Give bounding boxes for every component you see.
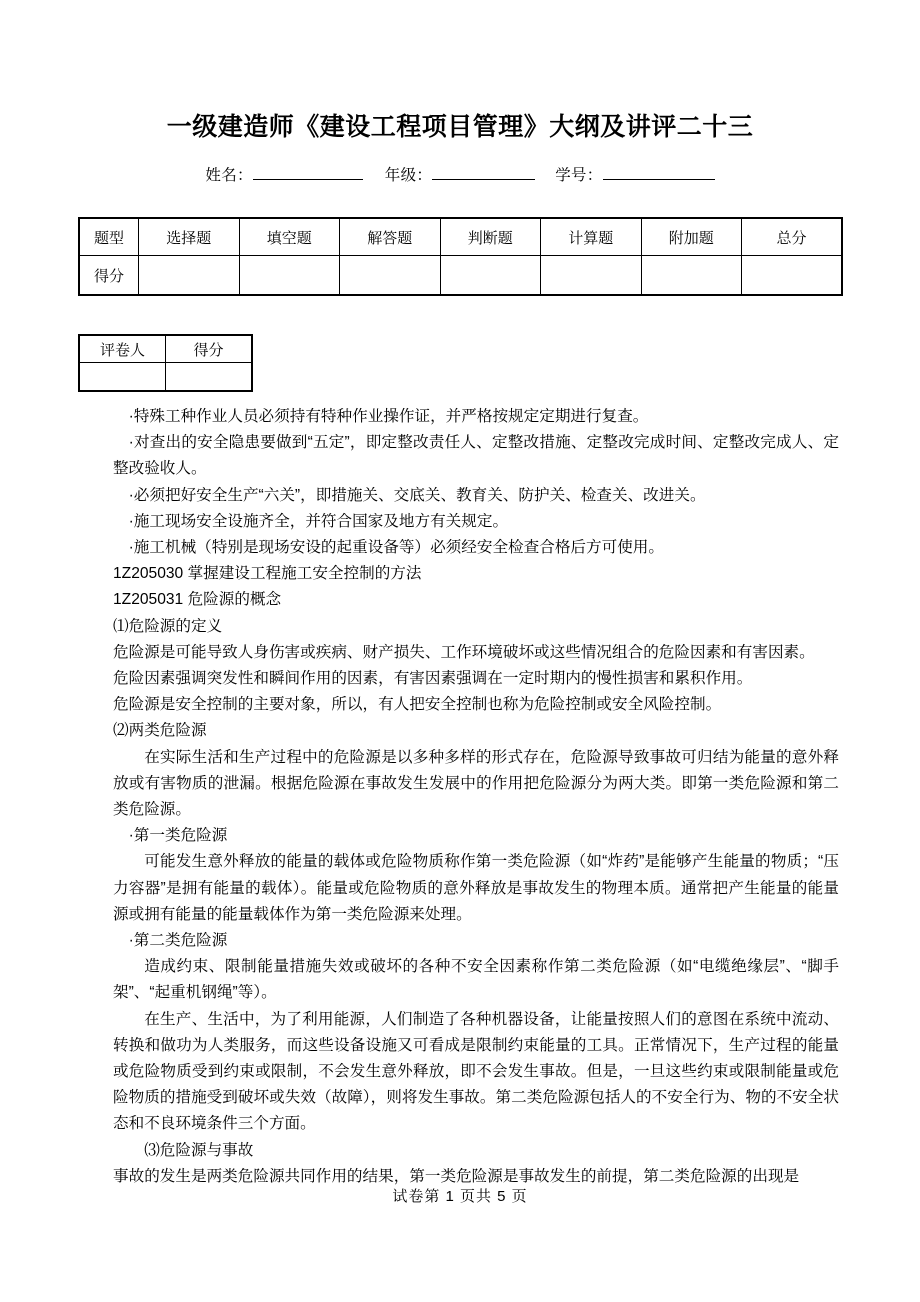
score-cell[interactable] xyxy=(440,256,541,296)
content-paragraph: 危险源是可能导致人身伤害或疾病、财产损失、工作环境破坏或这些情况组合的危险因素和有害因素。 xyxy=(113,643,815,661)
content-list-item: ·第二类危险源 xyxy=(128,932,228,950)
content-paragraph: 造成约束、限制能量措施失效或破坏的各种不安全因素称作第二类危险源（如“电缆绝缘层”、“脚手架”、“起重机钢绳”等）。 xyxy=(113,958,839,1002)
content-paragraph: 危险源是安全控制的主要对象，所以，有人把安全控制也称为危险控制或安全风险控制。 xyxy=(113,696,722,714)
grade-label: 年级： xyxy=(384,167,433,184)
grade-input-blank[interactable] xyxy=(432,179,535,180)
content-list-item: ·第一类危险源 xyxy=(128,827,228,845)
table-row-grader-values xyxy=(79,363,252,392)
content-paragraph: 在实际生活和生产过程中的危险源是以多种多样的形式存在，危险源导致事故可归结为能量的意外释放或有害物质的泄漏。根据危险源在事故发生发展中的作用把危险源分为两大类。即第一类危险源和第二类危险源。 xyxy=(113,748,839,819)
content-subheading: ⑴危险源的定义 xyxy=(113,617,223,635)
content-paragraph: 在生产、生活中，为了利用能源，人们制造了各种机器设备，让能量按照人们的意图在系统中流动、转换和做功为人类服务，而这些设备设施又可看成是限制约束能量的工具。正常情况下，生产过程的能量或危险物质受到约束或限制，不会发生意外释放，即不会发生事故。但是，一旦这些约束或限制能量或危险物质的措施受到破坏或失效（故障），则将发生事故。第二类危险源包括人的不安全行为、物的不安全状态和不良环境条件三个方面。 xyxy=(113,1010,839,1133)
content-paragraph: ·对查出的安全隐患要做到“五定”，即定整改责任人、定整改措施、定整改完成时间、定整改完成人、定整改验收人。 xyxy=(113,434,839,478)
table-row-scores xyxy=(79,256,842,296)
score-summary-table xyxy=(78,217,843,296)
score-table-row-label-header: 题型 xyxy=(79,218,139,256)
content-paragraph: 危险因素强调突发性和瞬间作用的因素，有害因素强调在一定时期内的慢性损害和累积作用。 xyxy=(113,670,753,688)
score-table-column-header: 选择题 xyxy=(139,218,240,256)
name-input-blank[interactable] xyxy=(253,179,363,180)
exam-body-content xyxy=(113,404,839,1190)
score-cell[interactable] xyxy=(139,256,240,296)
content-paragraph: ·施工现场安全设施齐全，并符合国家及地方有关规定。 xyxy=(128,512,509,530)
score-table-column-header: 判断题 xyxy=(440,218,541,256)
student-info-line xyxy=(0,163,920,185)
table-row-grader-header xyxy=(79,335,252,363)
score-cell[interactable] xyxy=(541,256,642,296)
grader-box-table xyxy=(78,334,253,392)
score-cell[interactable] xyxy=(742,256,843,296)
score-cell[interactable] xyxy=(641,256,742,296)
score-table-column-header: 解答题 xyxy=(340,218,441,256)
name-label: 姓名： xyxy=(205,167,253,184)
grader-value-cell[interactable] xyxy=(79,363,166,392)
content-subheading: ⑶危险源与事故 xyxy=(144,1141,254,1159)
grader-label: 评卷人 xyxy=(79,335,166,363)
content-heading-code: 1Z205030 掌握建设工程施工安全控制的方法 xyxy=(113,565,422,583)
score-cell[interactable] xyxy=(239,256,340,296)
grader-score-value-cell[interactable] xyxy=(166,363,253,392)
content-paragraph: ·施工机械（特别是现场安设的起重设备等）必须经安全检查合格后方可使用。 xyxy=(128,539,664,557)
score-table-column-header: 附加题 xyxy=(641,218,742,256)
content-heading-code: 1Z205031 危险源的概念 xyxy=(113,591,282,609)
content-paragraph: ·必须把好安全生产“六关”，即措施关、交底关、教育关、防护关、检查关、改进关。 xyxy=(128,486,706,504)
content-paragraph: ·特殊工种作业人员必须持有特种作业操作证，并严格按规定定期进行复查。 xyxy=(128,408,649,425)
score-table-column-header: 总分 xyxy=(742,218,843,256)
content-paragraph: 可能发生意外释放的能量的载体或危险物质称作第一类危险源（如“炸药”是能够产生能量的物质；“压力容器”是拥有能量的载体）。能量或危险物质的意外释放是事故发生的物理本质。通常把产生能量的能量源或拥有能量的能量载体作为第一类危险源来处理。 xyxy=(113,853,839,923)
content-subheading: ⑵两类危险源 xyxy=(113,722,207,740)
page-title: 一级建造师《建设工程项目管理》大纲及讲评二十三 xyxy=(166,113,754,141)
table-row-header xyxy=(79,218,842,256)
score-cell[interactable] xyxy=(340,256,441,296)
score-table-column-header: 填空题 xyxy=(239,218,340,256)
student-id-input-blank[interactable] xyxy=(603,179,715,180)
student-id-label: 学号： xyxy=(555,167,603,184)
score-table-column-header: 计算题 xyxy=(541,218,642,256)
score-table-row-label-score: 得分 xyxy=(79,256,139,296)
content-paragraph: 事故的发生是两类危险源共同作用的结果，第一类危险源是事故发生的前提，第二类危险源的出现是 xyxy=(113,1167,800,1185)
grader-score-label: 得分 xyxy=(166,335,253,363)
page-footer: 试卷第 1 页共 5 页 xyxy=(392,1188,528,1205)
